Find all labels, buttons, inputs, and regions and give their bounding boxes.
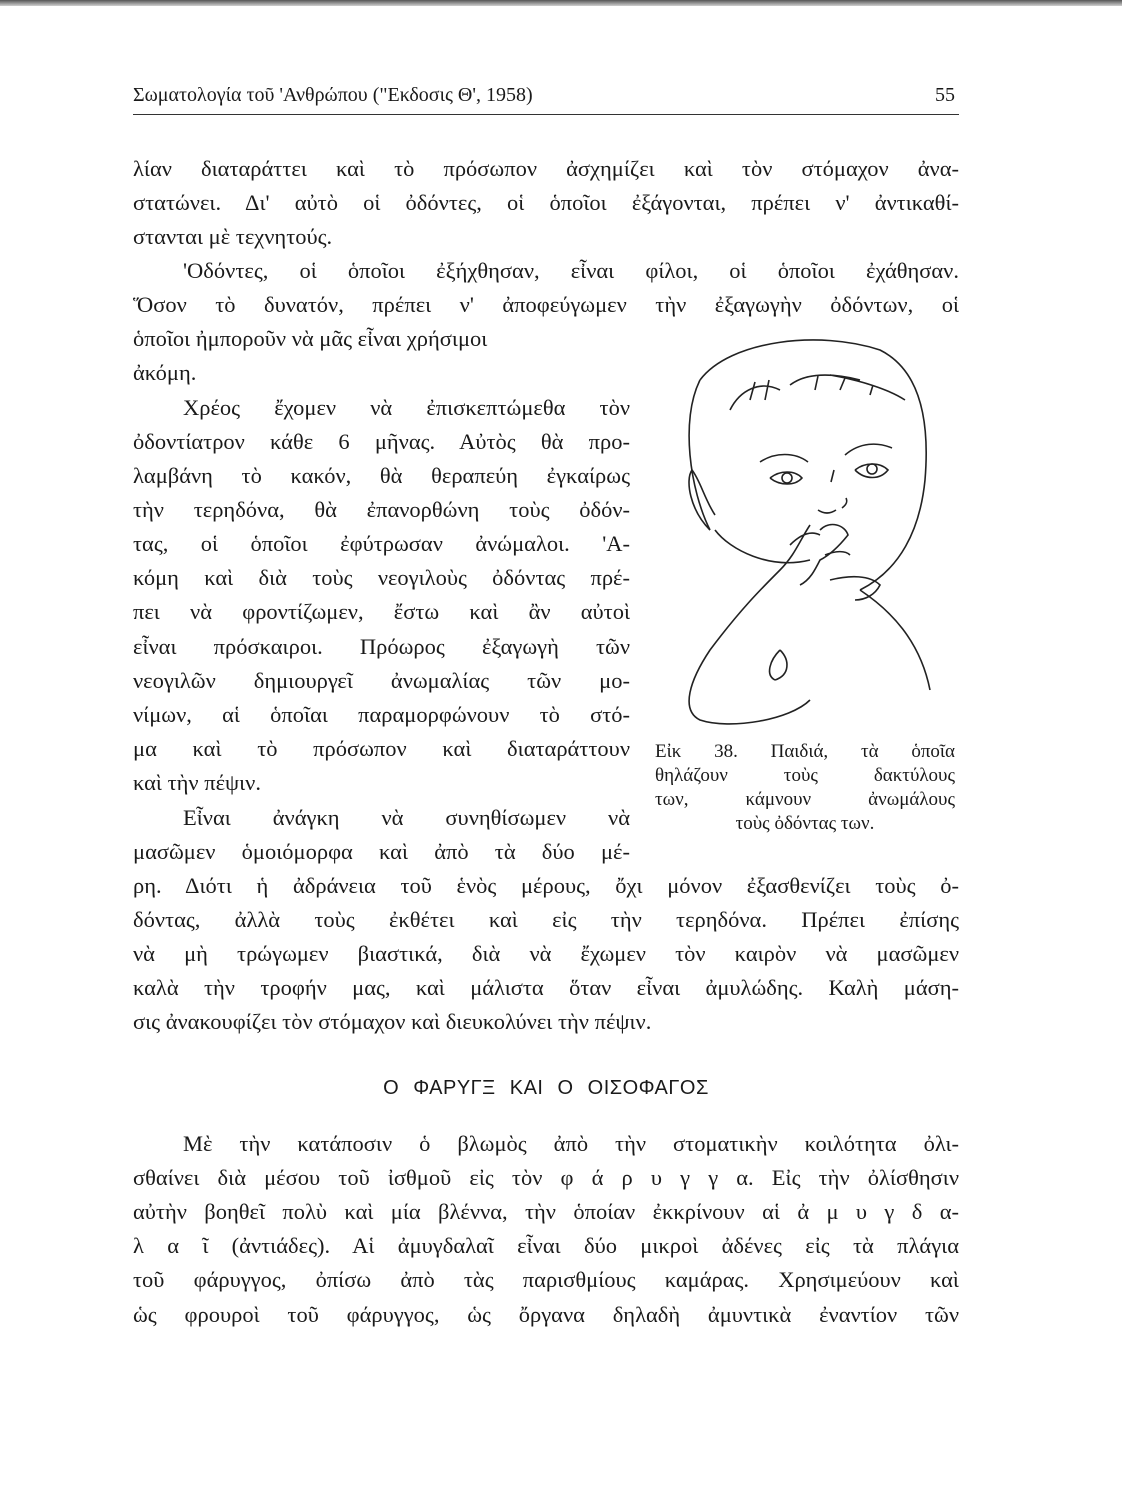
text-line: εἶναι πρόσκαιροι. Πρόωρος ἐξαγωγὴ τῶν bbox=[133, 634, 630, 659]
text-line: καὶ τὴν πέψιν. bbox=[133, 770, 261, 795]
section-heading: Ο ΦΑΡΥΓΞ ΚΑΙ Ο ΟΙΣΟΦΑΓΟΣ bbox=[383, 1077, 709, 1099]
text-line: μασῶμεν ὁμοιόμορφα καὶ ἀπὸ τὰ δύο μέ- bbox=[133, 839, 630, 864]
text-line: 'Οδόντες, οἱ ὁποῖοι ἐξήχθησαν, εἶναι φίλοι, οἱ ὁποῖοι ἐχάθησαν. bbox=[183, 258, 959, 283]
text-line: πει νὰ φροντίζωμεν, ἔστω καὶ ἂν αὐτοὶ bbox=[133, 599, 630, 624]
running-title: Σωματολογία τοῦ 'Ανθρώπου ("Εκδοσις Θ', 1958) bbox=[133, 84, 533, 106]
text-line: μα καὶ τὸ πρόσωπον καὶ διαταράττουν bbox=[133, 736, 630, 761]
text-line: Μὲ τὴν κατάποσιν ὁ βλωμὸς ἀπὸ τὴν στοματικὴν κοιλότητα ὀλι- bbox=[183, 1131, 959, 1156]
text-line: ὡς φρουροὶ τοῦ φάρυγγος, ὡς ὄργανα δηλαδὴ ἀμυντικὰ ἐναντίον τῶν bbox=[133, 1302, 959, 1327]
caption-line: Εἰκ 38. Παιδιά, τὰ ὁποῖα bbox=[655, 741, 955, 762]
text-line: Εἶναι ἀνάγκη νὰ συνηθίσωμεν νὰ bbox=[183, 805, 630, 830]
text-line: Χρέος ἔχομεν νὰ ἐπισκεπτώμεθα τὸν bbox=[183, 395, 630, 420]
text-line: νὰ μὴ τρώγωμεν βιαστικά, διὰ νὰ ἔχωμεν τὸν καιρὸν νὰ μασῶμεν bbox=[133, 941, 959, 966]
text-line: λαμβάνη τὸ κακόν, θὰ θεραπεύη ἐγκαίρως bbox=[133, 463, 630, 488]
text-line: δόντας, ἀλλὰ τοὺς ἐκθέτει καὶ εἰς τὴν τερηδόνα. Πρέπει ἐπίσης bbox=[133, 907, 959, 932]
text-line: ἀκόμη. bbox=[133, 360, 197, 385]
text-line: νεογιλῶν δημιουργεῖ ἀνωμαλίας τῶν μο- bbox=[133, 668, 630, 693]
text-line: νίμων, αἱ ὁποῖαι παραμορφώνουν τὸ στό- bbox=[133, 702, 630, 727]
page-number: 55 bbox=[935, 84, 955, 106]
text-line: ὀδοντίατρον κάθε 6 μῆνας. Αὐτὸς θὰ προ- bbox=[133, 429, 630, 454]
caption-line: των, κάμνουν ἀνωμάλους bbox=[655, 789, 955, 810]
text-line: σις ἀνακουφίζει τὸν στόμαχον καὶ διευκολύνει τὴν πέψιν. bbox=[133, 1009, 652, 1034]
text-line: κόμη καὶ διὰ τοὺς νεογιλοὺς ὀδόντας πρέ- bbox=[133, 565, 630, 590]
text-line: στανται μὲ τεχνητούς. bbox=[133, 224, 333, 249]
text-line: λ α ῖ (ἀντιάδες). Αἱ ἀμυγδαλαῖ εἶναι δύο μικροὶ ἀδένες εἰς τὰ πλάγια bbox=[133, 1233, 959, 1258]
text-line: τας, οἱ ὁποῖοι ἐφύτρωσαν ἀνώμαλοι. 'Α- bbox=[133, 531, 630, 556]
caption-line: θηλάζουν τοὺς δακτύλους bbox=[655, 765, 955, 786]
text-line: τὴν τερηδόνα, θὰ ἐπανορθώνη τοὺς ὀδόν- bbox=[133, 497, 630, 522]
text-line: τοῦ φάρυγγος, ὀπίσω ἀπὸ τὰς παρισθμίους καμάρας. Χρησιμεύουν καὶ bbox=[133, 1267, 959, 1292]
text-line: Ὅσον τὸ δυνατόν, πρέπει ν' ἀποφεύγωμεν τὴν ἐξαγωγὴν ὀδόντων, οἱ bbox=[133, 292, 959, 317]
text-line: λίαν διαταράττει καὶ τὸ πρόσωπον ἀσχημίζει καὶ τὸν στόμαχον ἀνα- bbox=[133, 156, 959, 181]
header-rule bbox=[133, 114, 959, 115]
text-line: σθαίνει διὰ μέσου τοῦ ἰσθμοῦ εἰς τὸν φ ά ρ υ γ γ α. Εἰς τὴν ὀλίσθησιν bbox=[133, 1165, 959, 1190]
scan-edge bbox=[0, 0, 1122, 6]
text-line: στατώνει. Δι' αὐτὸ οἱ ὀδόντες, οἱ ὁποῖοι ἐξάγονται, πρέπει ν' ἀντικαθί- bbox=[133, 190, 959, 215]
child-thumb-sucking-illustration bbox=[630, 330, 960, 740]
text-line: ὁποῖοι ἠμποροῦν νὰ μᾶς εἶναι χρήσιμοι bbox=[133, 326, 488, 351]
caption-line: τοὺς ὀδόντας των. bbox=[735, 813, 875, 834]
text-line: καλὰ τὴν τροφήν μας, καὶ μάλιστα ὅταν εἶναι ἀμυλώδης. Καλὴ μάση- bbox=[133, 975, 959, 1000]
text-line: αὐτὴν βοηθεῖ πολὺ καὶ μία βλέννα, τὴν ὁποίαν ἐκκρίνουν αἱ ἀ μ υ γ δ α- bbox=[133, 1199, 959, 1224]
text-line: ρη. Διότι ἡ ἀδράνεια τοῦ ἑνὸς μέρους, ὄχι μόνον ἐξασθενίζει τοὺς ὀ- bbox=[133, 873, 959, 898]
